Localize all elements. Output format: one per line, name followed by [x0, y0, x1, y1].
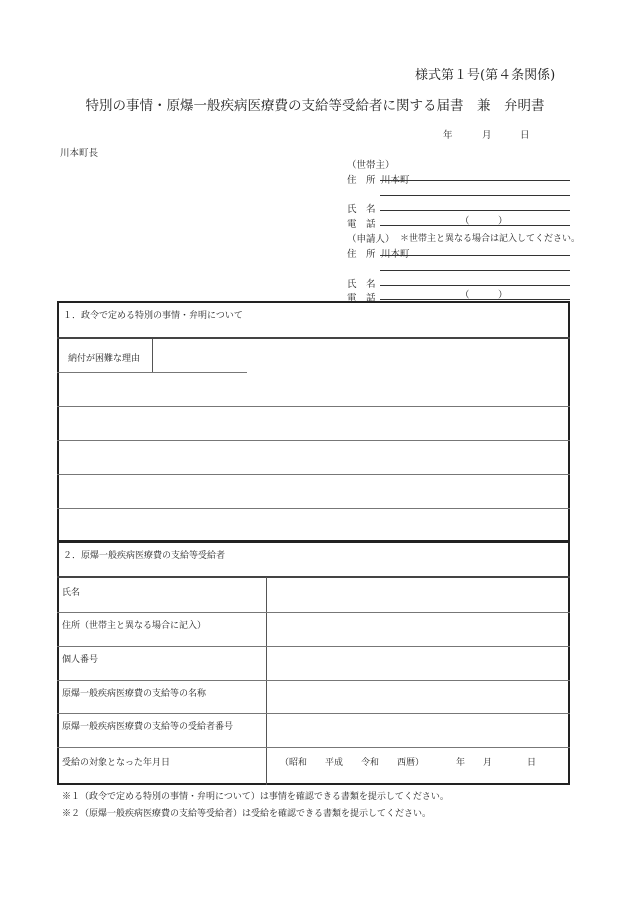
householder-phone-label: 電 話: [347, 219, 376, 230]
footnote-1: ※１（政令で定める特別の事情・弁明について）は事情を確認できる書類を提示してください。: [62, 792, 449, 802]
section2-column-divider: [266, 577, 267, 785]
section2-heading: ２．原爆一般疾病医療費の支給等受給者: [63, 551, 226, 561]
date-year-label: 年: [443, 130, 453, 141]
reason-line-3[interactable]: [57, 474, 570, 475]
row-label-benefit-name: 原爆一般疾病医療費の支給等の名称: [62, 689, 207, 699]
applicant-address-prefix: 川本町: [381, 249, 410, 260]
applicant-phone-line[interactable]: [380, 299, 570, 300]
date-month-label: 月: [482, 130, 492, 141]
addressee: 川本町長: [60, 148, 99, 159]
reason-label: 納付が困難な理由: [68, 354, 141, 364]
applicant-address-line2[interactable]: [380, 270, 570, 271]
reason-line-4[interactable]: [57, 508, 570, 509]
householder-address-line1[interactable]: [380, 180, 570, 181]
reason-line-2[interactable]: [57, 440, 570, 441]
page-title: 特別の事情・原爆一般疾病医療費の支給等受給者に関する届書 兼 弁明書: [85, 98, 545, 114]
row-label-address: 住所（世帯主と異なる場合に記入）: [62, 621, 207, 631]
reason-label-divider: [152, 339, 153, 372]
applicant-address-line1[interactable]: [380, 255, 570, 256]
form-number: 様式第１号(第４条関係): [415, 68, 556, 83]
target-date-year: 年: [456, 758, 466, 768]
footnote-2: ※２（原爆一般疾病医療費の支給等受給者）は受給を確認できる書類を提示してください。: [62, 809, 432, 819]
row-label-recipient-number: 原爆一般疾病医療費の支給等の受給者番号: [62, 722, 234, 732]
householder-phone-line[interactable]: [380, 225, 570, 226]
householder-address-line2[interactable]: [380, 195, 570, 196]
householder-name-label: 氏 名: [347, 204, 376, 215]
householder-address-label: 住 所: [347, 175, 376, 186]
householder-name-line[interactable]: [380, 210, 570, 211]
applicant-name-line[interactable]: [380, 285, 570, 286]
row-label-target-date: 受給の対象となった年月日: [62, 758, 171, 768]
applicant-address-label: 住 所: [347, 249, 376, 260]
householder-address-prefix: 川本町: [381, 175, 410, 186]
row-divider-5: [57, 747, 570, 748]
row-label-personal-number: 個人番号: [62, 655, 99, 665]
row-divider-1: [57, 612, 570, 613]
era-options[interactable]: （昭和 平成 令和 西暦）: [280, 758, 425, 768]
row-divider-3: [57, 680, 570, 681]
target-date-day: 日: [527, 758, 537, 768]
date-day-label: 日: [520, 130, 530, 141]
row-label-name: 氏名: [62, 588, 81, 598]
section1-heading: １．政令で定める特別の事情・弁明について: [63, 311, 243, 321]
row-divider-2: [57, 646, 570, 647]
applicant-name-label: 氏 名: [347, 279, 376, 290]
householder-phone-parens: （ ）: [460, 216, 508, 227]
applicant-phone-parens: （ ）: [460, 290, 508, 301]
reason-label-bottom: [57, 372, 247, 373]
applicant-heading: （申請人）: [347, 234, 395, 245]
section2-heading-divider: [57, 576, 570, 578]
applicant-phone-label: 電 話: [347, 293, 376, 304]
row-divider-4: [57, 713, 570, 714]
householder-heading: （世帯主）: [347, 160, 395, 171]
target-date-month: 月: [483, 758, 493, 768]
reason-line-1[interactable]: [57, 406, 570, 407]
section1-heading-divider: [57, 337, 570, 339]
applicant-note: ＊世帯主と異なる場合は記入してください。: [400, 234, 581, 244]
